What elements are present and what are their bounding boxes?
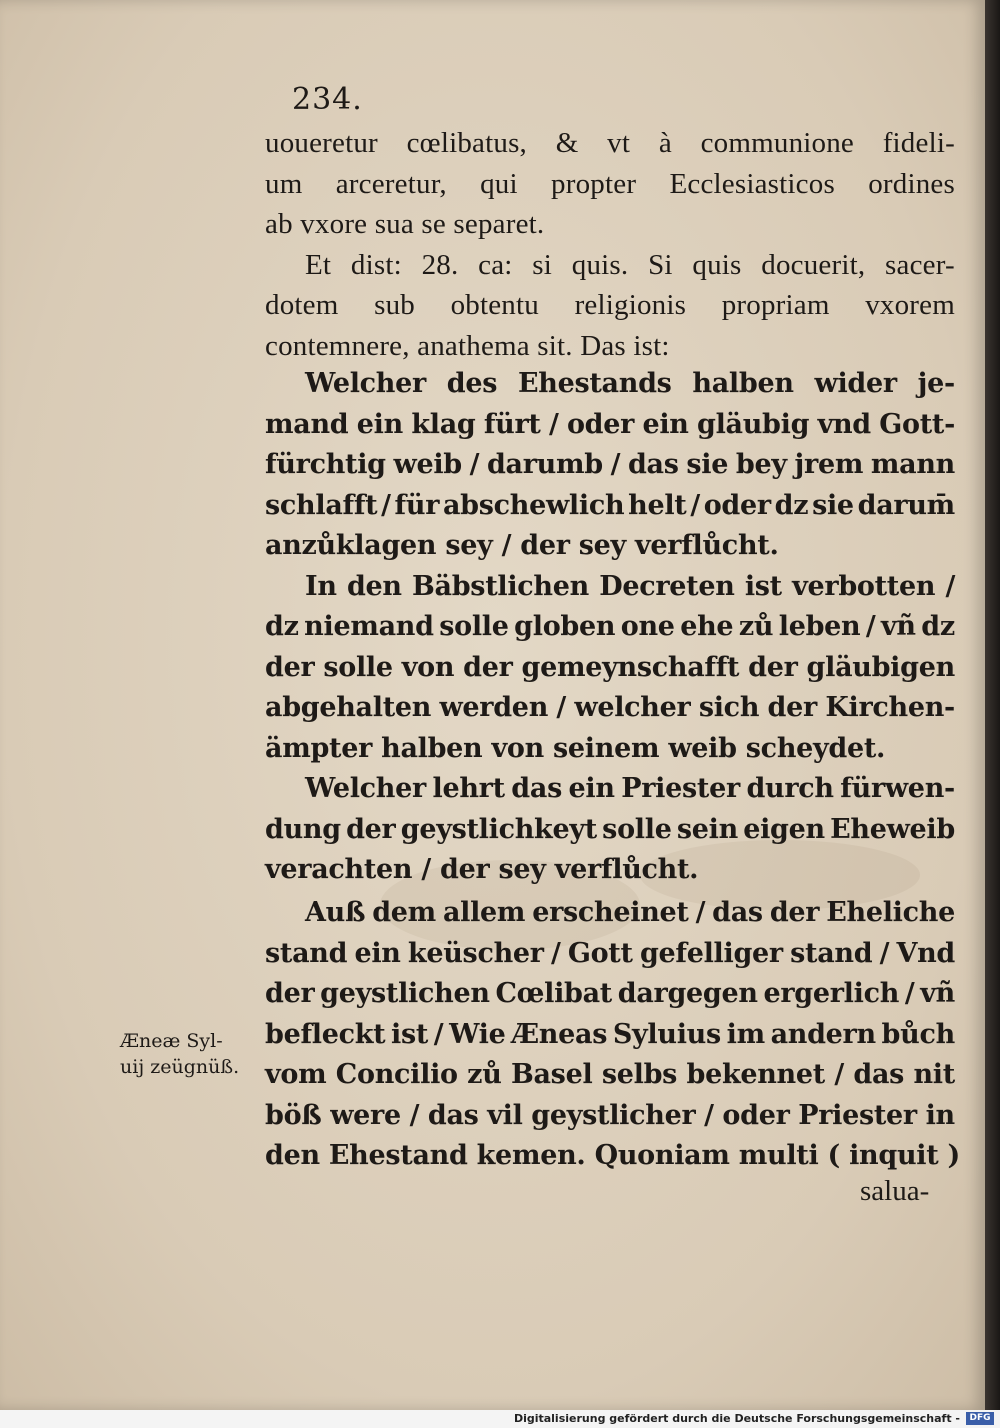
text-line: In den Bäbstlichen Decreten ist verbotten /: [305, 570, 955, 602]
text-line: ämpter halben von seinem weib scheydet.: [265, 732, 886, 764]
text-line: böß were / das vil geystlicher / oder Priester in: [265, 1099, 955, 1131]
margin-note-line: uij zeügnüß.: [120, 1056, 240, 1078]
text-line: vom Concilio zů Basel selbs bekennet / das nit: [265, 1059, 955, 1090]
german-text-block-2: [265, 893, 960, 1177]
text-line: anzůklagen sey / der sey verflůcht.: [265, 530, 779, 561]
latin-text-block: [265, 123, 955, 366]
text-line: ab vxore sua se separet.: [265, 208, 545, 240]
footer-credit: Digitalisierung gefördert durch die Deutsche Forschungsgemeinschaft -: [513, 1412, 960, 1425]
text-line: Welcher lehrt das ein Priester durch fürwen-: [305, 773, 955, 804]
text-line: uoueretur cœlibatus, & vt à communione fideli-: [265, 127, 955, 159]
margin-note-line: Æneæ Syl-: [120, 1030, 223, 1052]
text-line: um arceretur, qui propter Ecclesiasticos ordines: [265, 167, 955, 200]
text-line: befleckt ist / Wie Æneas Syluius im andern bůch: [265, 1018, 955, 1050]
text-line: Et dist: 28. ca: si quis. Si quis docuerit, sacer-: [305, 248, 955, 281]
text-line: stand ein keüscher / Gott gefelliger stand / Vnd: [265, 937, 955, 969]
catchword: salua-: [860, 1175, 930, 1207]
dfg-logo: DFG: [966, 1412, 994, 1425]
footer-strip: [0, 1410, 1000, 1428]
text-line: dung der geystlichkeyt solle sein eigen Eheweib: [265, 813, 955, 845]
book-gutter: [985, 0, 1000, 1410]
text-line: schlafft / für abschewlich helt / oder dz sie darum̄: [265, 489, 955, 521]
text-line: contemnere, anathema sit. Das ist:: [265, 329, 670, 362]
margin-note: [120, 1028, 265, 1080]
text-line: der solle von der gemeynschafft der gläubigen: [265, 651, 955, 683]
page-number: 234.: [292, 82, 363, 117]
text-line: abgehalten werden / welcher sich der Kirchen-: [265, 692, 955, 723]
text-line: dotem sub obtentu religionis propriam vxorem: [265, 289, 955, 321]
text-line: dz niemand solle globen one ehe zů leben / vñ dz: [265, 611, 955, 642]
text-line: mand ein klag fürt / oder ein gläubig vnd Gott-: [265, 408, 955, 440]
text-line: verachten / der sey verflůcht.: [265, 854, 699, 885]
text-line: fürchtig weib / darumb / das sie bey jrem mann: [265, 449, 955, 480]
text-line: Welcher des Ehestands halben wider je-: [305, 368, 955, 399]
text-line: Auß dem allem erscheinet / das der Eheliche: [305, 897, 955, 928]
text-line: der geystlichen Cœlibat dargegen ergerlich / vñ: [265, 978, 955, 1009]
text-line: den Ehestand kemen. Quoniam multi ( inquit ): [265, 1140, 960, 1171]
german-text-block: [265, 364, 955, 891]
